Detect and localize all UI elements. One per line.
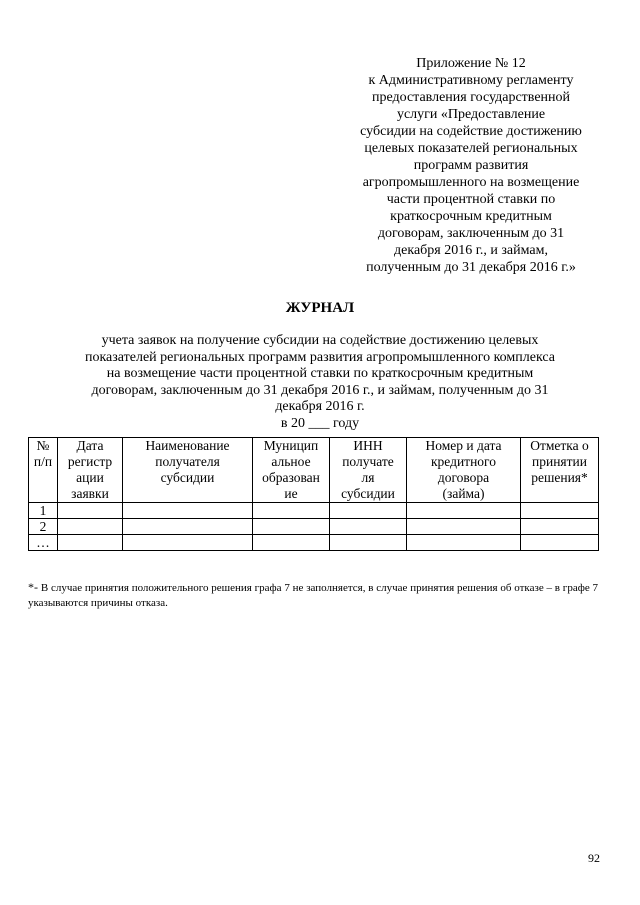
table-cell	[123, 535, 253, 551]
appendix-line: программ развития	[413, 158, 529, 173]
table-cell	[330, 503, 407, 519]
header-cell-recipient-name: Наименование получателя субсидии	[123, 438, 253, 503]
table-cell	[253, 519, 330, 535]
footnote-marker: *-	[28, 580, 38, 594]
table-cell	[521, 535, 599, 551]
appendix-line: части процентной ставки по	[386, 192, 556, 207]
subtitle-line: договорам, заключенным до 31 декабря 2016 г., и займам, полученным до 31	[91, 382, 549, 398]
table-row	[29, 519, 599, 535]
table-cell	[521, 503, 599, 519]
table-header-row	[29, 438, 599, 503]
document-subtitle	[60, 333, 580, 432]
subtitle-line: на возмещение части процентной ставки по краткосрочным кредитным	[106, 366, 534, 381]
appendix-line: субсидии на содействие достижению	[360, 124, 582, 139]
appendix-line: декабря 2016 г., и займам,	[394, 243, 548, 258]
appendix-line: полученным до 31 декабря 2016 г.»	[366, 260, 576, 275]
document-title: ЖУРНАЛ	[285, 300, 355, 316]
appendix-line: договорам, заключенным до 31	[377, 226, 565, 241]
appendix-line: агропромышленного на возмещение	[362, 175, 580, 190]
table-cell	[58, 519, 123, 535]
table-cell	[407, 519, 521, 535]
subtitle-line: декабря 2016 г.	[275, 399, 365, 414]
table-cell	[407, 535, 521, 551]
table-cell	[253, 535, 330, 551]
page-number: 92	[588, 851, 600, 865]
table-row	[29, 535, 599, 551]
table-row	[29, 503, 599, 519]
header-cell-inn: ИНН получате ля субсидии	[330, 438, 407, 503]
appendix-line: услуги «Предоставление	[396, 107, 546, 122]
footnote-text: В случае принятия положительного решения графа 7 не заполняется, в случае принятия решения об отказе – в графе 7 указываются причины отказа.	[28, 582, 599, 609]
header-cell-municipality: Муницип альное образован ие	[253, 438, 330, 503]
header-cell-registration-date: Дата регистр ации заявки	[58, 438, 123, 503]
footnote	[28, 580, 598, 611]
appendix-header	[340, 55, 602, 276]
subtitle-line: учета заявок на получение субсидии на содействие достижению целевых	[101, 333, 539, 348]
table-cell	[407, 503, 521, 519]
table-cell	[521, 519, 599, 535]
appendix-line: целевых показателей региональных	[364, 141, 578, 156]
table-cell	[58, 503, 123, 519]
table-cell: …	[29, 535, 58, 551]
table-cell	[330, 519, 407, 535]
table-cell	[123, 503, 253, 519]
header-cell-number: № п/п	[29, 438, 58, 503]
table-cell: 2	[29, 519, 58, 535]
table-cell	[123, 519, 253, 535]
table-cell	[253, 503, 330, 519]
table-cell: 1	[29, 503, 58, 519]
table-cell	[330, 535, 407, 551]
appendix-line: предоставления государственной	[371, 90, 571, 105]
journal-table	[28, 437, 599, 551]
appendix-line: Приложение № 12	[416, 56, 526, 71]
header-cell-contract: Номер и дата кредитного договора (займа)	[407, 438, 521, 503]
appendix-line: к Административному регламенту	[368, 73, 574, 88]
appendix-line: краткосрочным кредитным	[390, 209, 552, 224]
table-cell	[58, 535, 123, 551]
header-cell-decision-mark: Отметка о принятии решения*	[521, 438, 599, 503]
subtitle-year-line: в 20 ___ году	[280, 415, 360, 431]
subtitle-line: показателей региональных программ развития агропромышленного комплекса	[84, 349, 556, 365]
